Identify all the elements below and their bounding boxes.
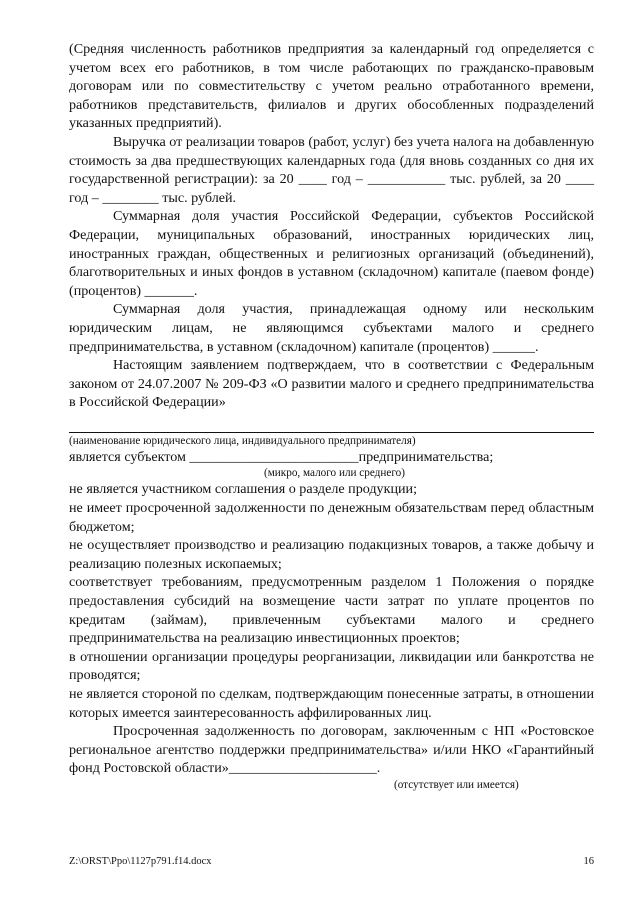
paragraph-revenue: Выручка от реализации товаров (работ, услуг) без учета налога на добавленную стоимость за два предшествующих календарных года (для вновь созданных со дня их государственной регистрации): за 20 ____ год – ___________ тыс. рублей, за 20 ____ год – ________ тыс. рублей. [69,133,594,206]
paragraph-overdue-contracts: Просроченная задолженность по договорам, заключенным с НП «Ростовское региональное агентство поддержки предпринимательства» и/или НКО «Гарантийный фонд Ростовской области»_____________________. [69,723,594,777]
paragraph-state-share: Суммарная доля участия Российской Федерации, субъектов Российской Федерации, муниципальных образований, иностранных юридических лиц, иностранных граждан, общественных и религиозных организаций (объединений), благотворительных и иных фондов в уставном (складочном) капитале (паевом фонде) (процентов) _______. [69,208,594,299]
document-body [69,40,594,792]
entity-name-line [69,414,594,433]
paragraph-non-sme-share: Суммарная доля участия, принадлежащая одному или нескольким юридическим лицам, не являющимся субъектами малого и среднего предпринимательства, в уставном (складочном) капитале (процентов) ______. [69,301,594,355]
paragraph-sme-category: является субъектом ________________________предпринимательства; [69,448,494,465]
paragraph-no-excise: не осуществляет производство и реализацию подакцизных товаров, а также добычу и реализацию полезных ископаемых; [69,537,594,572]
paragraph-psa: не является участником соглашения о разделе продукции; [69,481,417,498]
paragraph-confirmation: Настоящим заявлением подтверждаем, что в соответствии с Федеральным законом от 24.07.2007 № 209-ФЗ «О развитии малого и среднего предпринимательства в Российской Федерации» [69,357,594,411]
paragraph-no-bankruptcy: в отношении организации процедуры реорганизации, ликвидации или банкротства не проводятся; [69,648,594,684]
paragraph-affiliated: не является стороной по сделкам, подтверждающим понесенные затраты, в отношении которых имеется заинтересованность аффилированных лиц. [69,686,594,721]
caption-sme-category: (микро, малого или среднего) [264,467,405,480]
paragraph-employee-count-note: (Средняя численность работников предприятия за календарный год определяется с учетом всех его работников, в том числе работающих по гражданско-правовым договорам или по совместительству с учетом реально отработанного времени, работников представительств, филиалов и других обособленных подразделений указанных предприятий). [69,41,594,132]
paragraph-no-overdue-debt: не имеет просроченной задолженности по денежным обязательствам перед областным бюджетом; [69,500,594,535]
caption-entity-name: (наименование юридического лица, индивидуального предпринимателя) [69,434,416,447]
file-path: Z:\ORST\Ppo\1127p791.f14.docx [69,856,212,867]
caption-absent-or-present: (отсутствует или имеется) [394,778,519,791]
page-number: 16 [583,856,594,867]
paragraph-requirements: соответствует требованиям, предусмотренным разделом 1 Положения о порядке предоставления субсидий на возмещение части затрат по уплате процентов по кредитам (займам), привлеченным субъектами малого и среднего предпринимательства на реализацию инвестиционных проектов; [69,574,594,647]
